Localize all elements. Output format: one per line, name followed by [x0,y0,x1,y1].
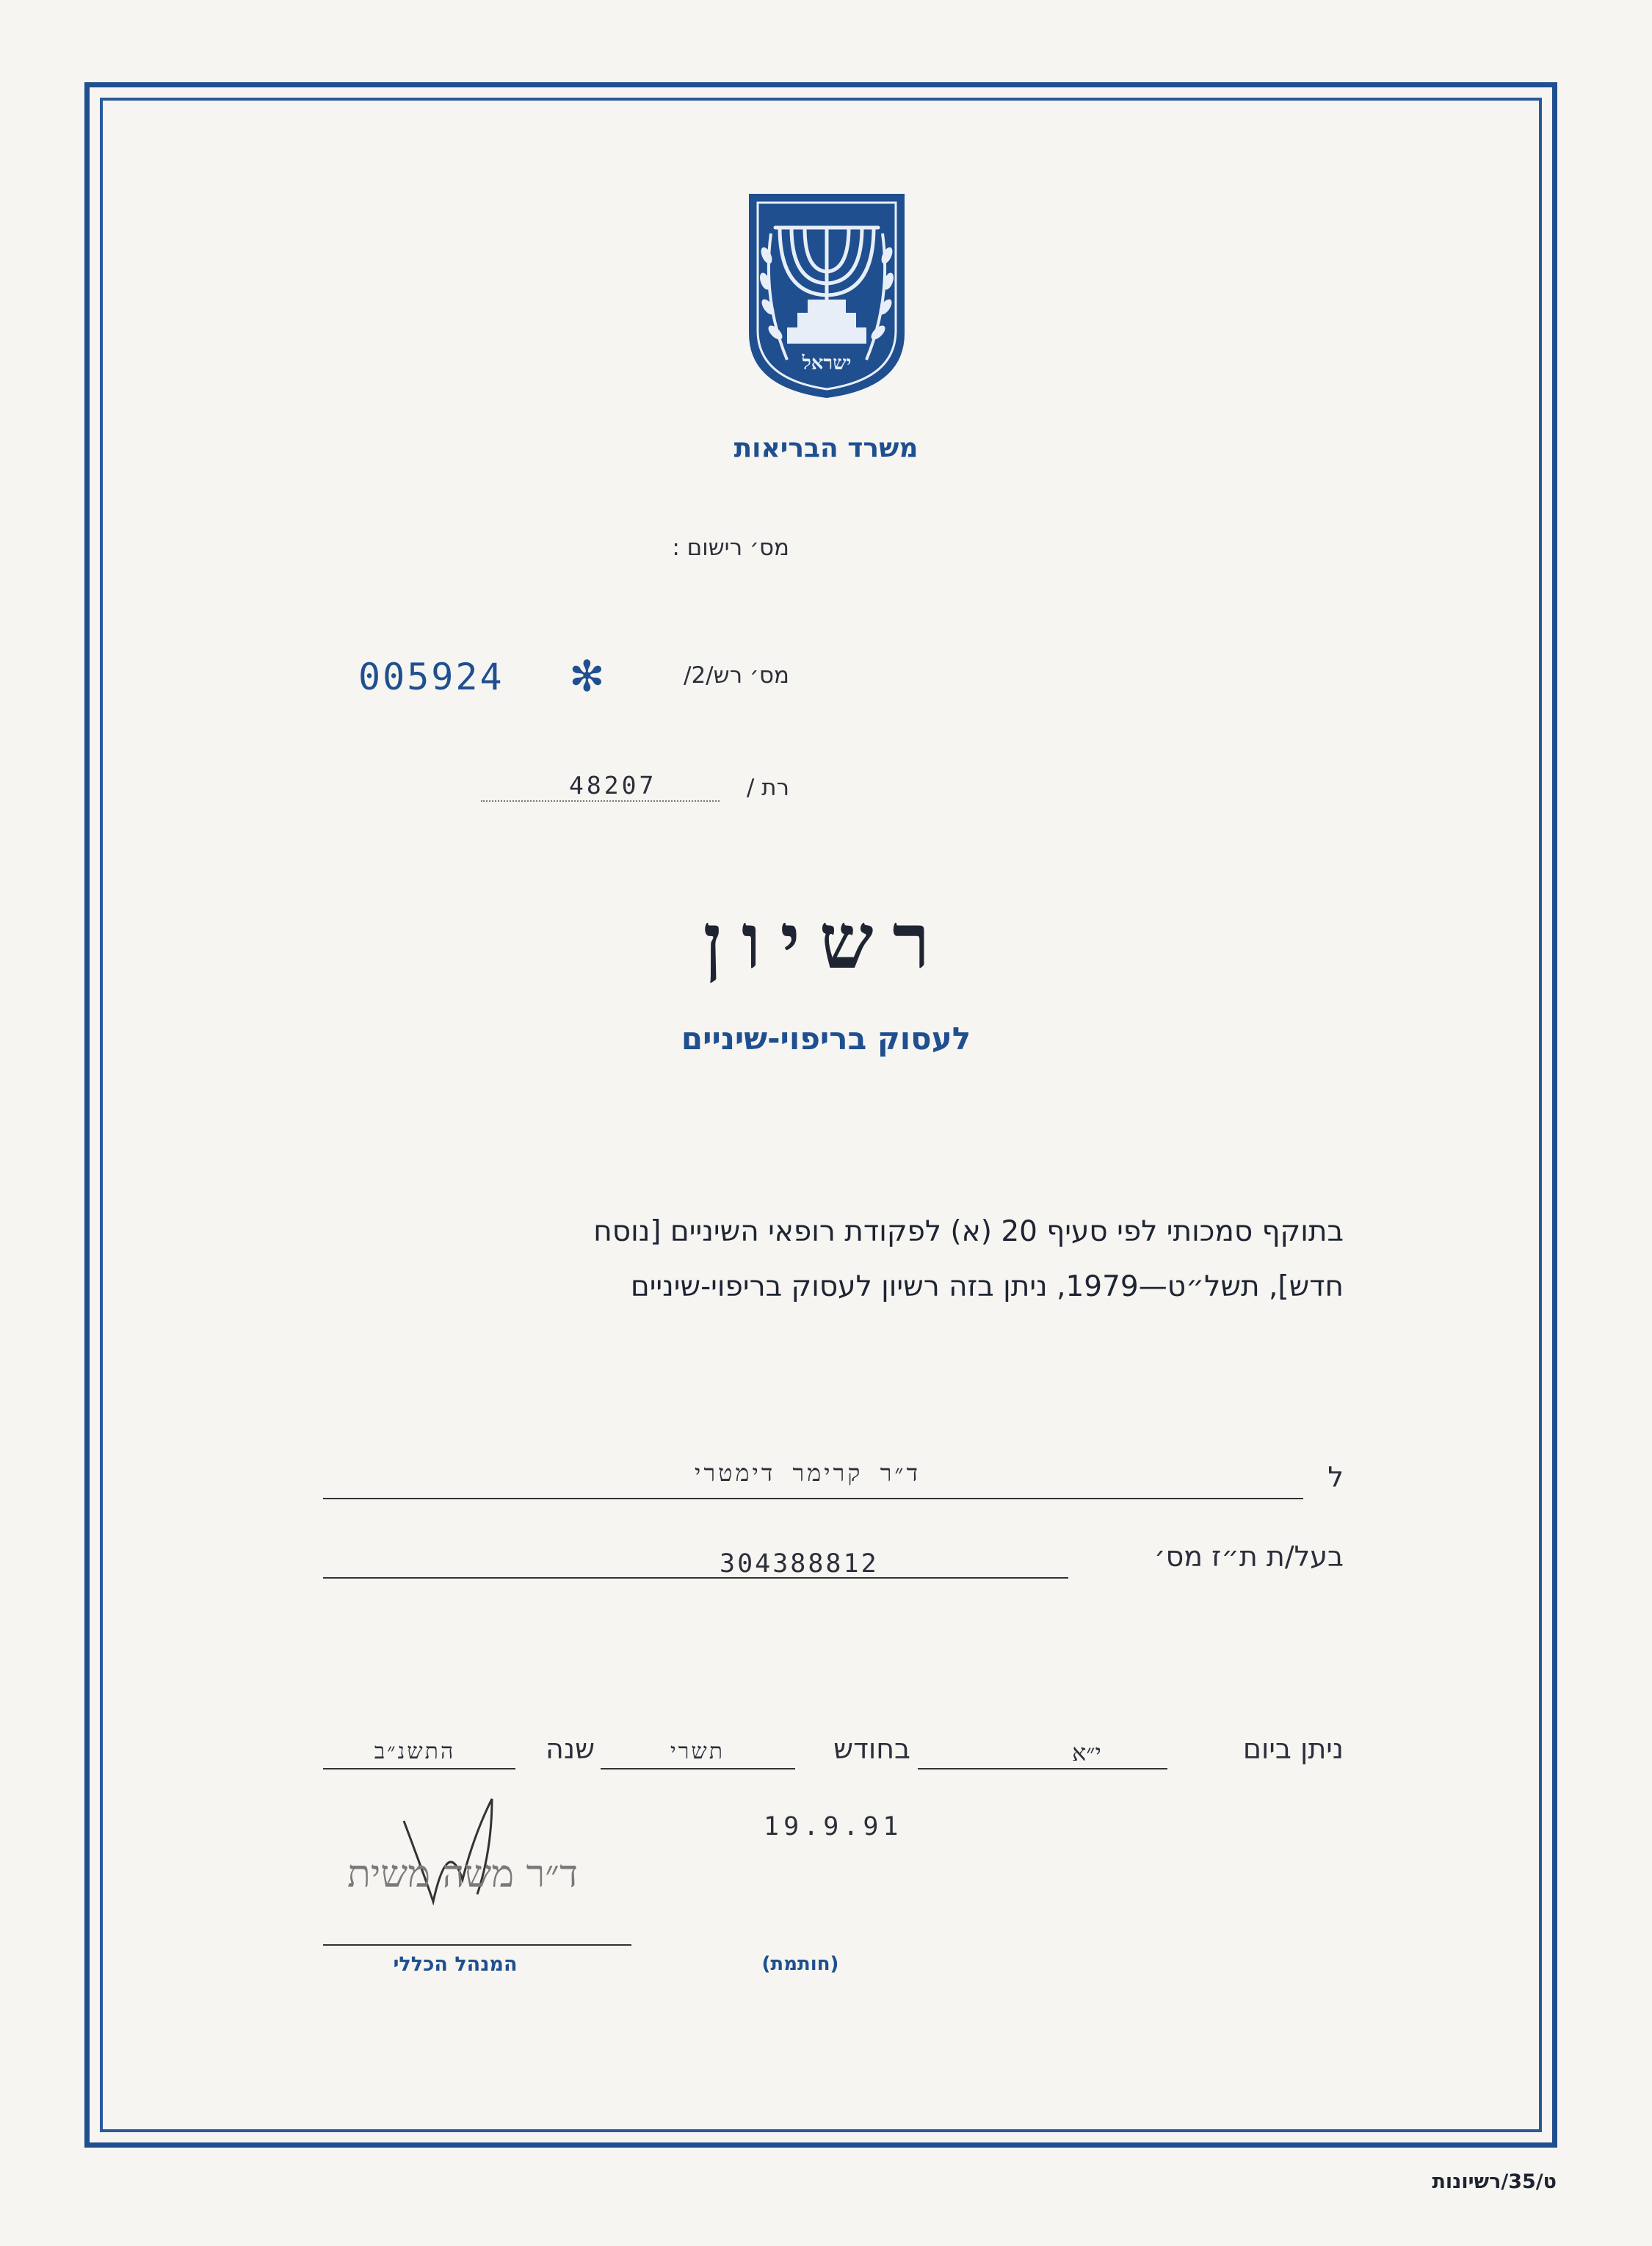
issued-month-label: בחודש [833,1733,910,1765]
seal-label: (חותמת) [761,1953,839,1975]
id-label: בעל/ת ת״ז מס׳ [1153,1540,1344,1573]
license-number-value: 005924 [358,656,504,698]
issued-year-line [323,1768,515,1769]
issued-month-line [601,1768,795,1769]
body-line-2: חדש], תשל״ט—1979, ניתן בזה רשיון לעסוק בריפוי-שיניים [630,1270,1344,1303]
license-subtitle: לעסוק בריפוי-שיניים [681,1021,971,1057]
issued-day-line [918,1768,1167,1769]
issued-year-label: שנה [546,1733,595,1765]
license-number-label: מס׳ רש/2/ [683,662,789,689]
signatory-title: המנהל הכללי [393,1953,518,1976]
issued-day-label: ניתן ביום [1242,1733,1344,1765]
license-title: רשיון [703,896,949,986]
emblem-text: ישראל [802,352,852,374]
rat-dotted-line [481,800,720,802]
state-emblem [743,189,910,401]
rat-number: 48207 [569,771,657,800]
registration-label: מס׳ רישום : [672,535,789,561]
rat-label: רת / [746,775,789,801]
issued-year: התשנ״ב [374,1739,456,1764]
signatory-name: ד״ר משה משית [347,1852,578,1897]
issued-day: י״א [1072,1739,1101,1767]
id-value: 304388812 [720,1549,879,1579]
ministry-name: משרד הבריאות [733,433,919,463]
recipient-line [323,1498,1303,1499]
form-code: ט/35/רשיונות [1432,2170,1557,2193]
signature-line [323,1944,631,1946]
body-line-1: בתוקף סמכותי לפי סעיף 20 (א) לפקודת רופאי השיניים [נוסח [593,1215,1344,1248]
issued-month: תשרי [670,1739,725,1764]
issued-gregorian-date: 19.9.91 [764,1812,903,1841]
recipient-name: ד״ר קרימר דימטרי [695,1459,921,1487]
id-line [323,1577,1068,1579]
recipient-prefix: ל [1327,1461,1344,1493]
asterisk-icon: ✻ [569,651,605,701]
